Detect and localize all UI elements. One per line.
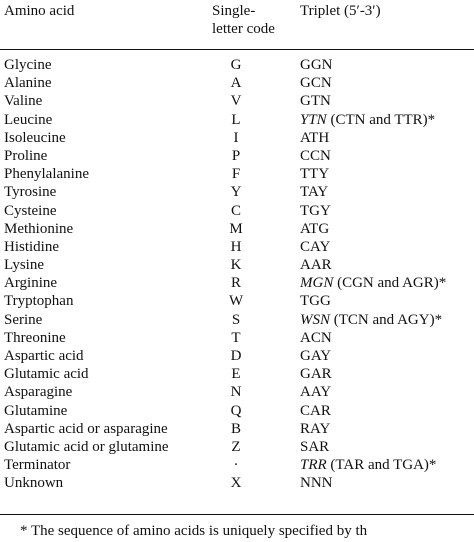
single-letter-code: L xyxy=(231,111,241,128)
table-row xyxy=(0,202,474,220)
triplet-cell xyxy=(300,111,435,129)
amino-acid-name: Terminator xyxy=(4,457,71,474)
triplet-cell xyxy=(300,402,331,420)
table-row xyxy=(0,56,474,74)
single-letter-code: M xyxy=(229,220,243,237)
single-letter-code: P xyxy=(231,147,241,164)
triplet-cell xyxy=(300,383,331,401)
triplet-cell xyxy=(300,165,329,183)
triplet-code: YTN xyxy=(300,111,327,128)
triplet-code: CAR xyxy=(300,402,331,419)
amino-acid-name: Arginine xyxy=(4,275,58,292)
triplet-cell xyxy=(300,438,329,456)
triplet-code: GCN xyxy=(300,75,332,92)
amino-acid-name: Glycine xyxy=(4,57,52,73)
triplet-cell xyxy=(300,183,328,201)
single-letter-code: I xyxy=(233,129,239,146)
table-row xyxy=(0,129,474,147)
table-row xyxy=(0,438,474,456)
single-letter-code: T xyxy=(231,329,241,346)
triplet-cell xyxy=(300,274,446,292)
single-letter-code: X xyxy=(230,475,242,492)
triplet-cell xyxy=(300,456,436,474)
triplet-note: (CTN and TTR)* xyxy=(326,111,436,128)
single-letter-code: V xyxy=(230,93,242,110)
triplet-code: TTY xyxy=(300,166,330,183)
single-letter-code: E xyxy=(231,366,241,383)
triplet-cell xyxy=(300,129,329,147)
table-row xyxy=(0,256,474,274)
triplet-code: NNN xyxy=(300,475,333,492)
amino-acid-name: Proline xyxy=(4,147,48,164)
single-letter-code: H xyxy=(230,238,242,255)
triplet-cell xyxy=(300,474,333,492)
header-code-line1: Single- xyxy=(212,3,256,19)
single-letter-code: Y xyxy=(230,184,242,201)
header-triplet: Triplet (5′-3′) xyxy=(300,3,381,19)
header-code-line2: letter code xyxy=(212,21,275,37)
triplet-cell xyxy=(300,238,330,256)
amino-acid-name: Histidine xyxy=(4,238,59,255)
triplet-code: WSN xyxy=(300,311,330,328)
table-row xyxy=(0,311,474,329)
table-row xyxy=(0,383,474,401)
triplet-cell xyxy=(300,292,331,310)
table-row xyxy=(0,402,474,420)
amino-acid-name: Glutamic acid or glutamine xyxy=(4,438,169,455)
table-body xyxy=(0,56,474,493)
single-letter-code: B xyxy=(230,420,241,437)
single-letter-code: · xyxy=(233,457,239,474)
triplet-cell xyxy=(300,56,333,74)
single-letter-code: S xyxy=(231,311,241,328)
triplet-cell xyxy=(300,420,330,438)
bottom-rule xyxy=(0,514,474,515)
triplet-code: RAY xyxy=(300,420,331,437)
triplet-code: TGY xyxy=(300,202,331,219)
triplet-code: TRR xyxy=(300,457,327,474)
single-letter-code: N xyxy=(230,384,242,401)
amino-acid-name: Glutamine xyxy=(4,402,68,419)
table-row xyxy=(0,147,474,165)
table-row xyxy=(0,329,474,347)
triplet-code: GGN xyxy=(300,57,333,73)
triplet-cell xyxy=(300,74,332,92)
triplet-cell xyxy=(300,202,331,220)
amino-acid-name: Cysteine xyxy=(4,202,57,219)
top-rule xyxy=(0,49,474,50)
amino-acid-name: Phenylalanine xyxy=(4,166,89,183)
single-letter-code: Z xyxy=(231,438,241,455)
amino-acid-name: Aspartic acid xyxy=(4,348,84,364)
triplet-code: ATG xyxy=(300,220,330,237)
amino-acid-name: Leucine xyxy=(4,111,53,128)
triplet-code: CAY xyxy=(300,238,331,255)
triplet-note: (CGN and AGR)* xyxy=(333,275,447,292)
triplet-cell xyxy=(300,92,331,110)
amino-acid-name: Unknown xyxy=(4,475,64,492)
triplet-code: ATH xyxy=(300,129,330,146)
table-row xyxy=(0,420,474,438)
triplet-code: CCN xyxy=(300,147,331,164)
single-letter-code: G xyxy=(230,57,242,73)
single-letter-code: R xyxy=(230,275,241,292)
triplet-cell xyxy=(300,329,332,347)
triplet-code: GAR xyxy=(300,366,332,383)
triplet-code: ACN xyxy=(300,329,332,346)
triplet-code: MGN xyxy=(300,275,334,292)
triplet-cell xyxy=(300,147,331,165)
amino-acid-name: Serine xyxy=(4,311,43,328)
amino-acid-name: Methionine xyxy=(4,220,74,237)
table-row xyxy=(0,274,474,292)
table-row xyxy=(0,238,474,256)
triplet-cell xyxy=(300,256,332,274)
amino-acid-name: Aspartic acid or asparagine xyxy=(4,420,168,437)
triplet-code: TAY xyxy=(300,184,329,201)
triplet-cell xyxy=(300,347,331,365)
table-row xyxy=(0,74,474,92)
table-row xyxy=(0,220,474,238)
table-row xyxy=(0,92,474,110)
amino-acid-name: Alanine xyxy=(4,75,52,92)
amino-acid-name: Asparagine xyxy=(4,384,73,401)
single-letter-code: W xyxy=(229,293,244,310)
amino-acid-name: Isoleucine xyxy=(4,129,66,146)
triplet-note: (TCN and AGY)* xyxy=(330,311,443,328)
table-row xyxy=(0,456,474,474)
triplet-code: AAR xyxy=(300,257,332,274)
amino-acid-name: Valine xyxy=(4,93,43,110)
table-row xyxy=(0,365,474,383)
header-amino-acid: Amino acid xyxy=(4,3,75,19)
single-letter-code: C xyxy=(230,202,241,219)
amino-acid-name: Glutamic acid xyxy=(4,366,89,383)
amino-acid-name: Threonine xyxy=(4,329,66,346)
single-letter-code: Q xyxy=(230,402,242,419)
triplet-cell xyxy=(300,365,332,383)
single-letter-code: A xyxy=(230,75,242,92)
triplet-cell xyxy=(300,311,442,329)
amino-acid-name: Tyrosine xyxy=(4,184,57,201)
single-letter-code: F xyxy=(231,166,241,183)
triplet-code: SAR xyxy=(300,438,330,455)
triplet-note: (TAR and TGA)* xyxy=(326,457,437,474)
single-letter-code: D xyxy=(230,348,242,364)
footnote: * The sequence of amino acids is uniquely specified by th xyxy=(20,523,368,539)
triplet-code: GTN xyxy=(300,93,331,110)
table-row xyxy=(0,111,474,129)
table-row xyxy=(0,474,474,492)
triplet-cell xyxy=(300,220,329,238)
table-row xyxy=(0,165,474,183)
triplet-code: GAY xyxy=(300,348,332,364)
amino-acid-name: Lysine xyxy=(4,257,44,274)
table-row xyxy=(0,292,474,310)
triplet-code: AAY xyxy=(300,384,332,401)
header-single-letter-code xyxy=(212,2,292,38)
table-row xyxy=(0,183,474,201)
single-letter-code: K xyxy=(230,257,242,274)
triplet-code: TGG xyxy=(300,293,331,310)
table-row xyxy=(0,347,474,365)
amino-acid-name: Tryptophan xyxy=(4,293,74,310)
